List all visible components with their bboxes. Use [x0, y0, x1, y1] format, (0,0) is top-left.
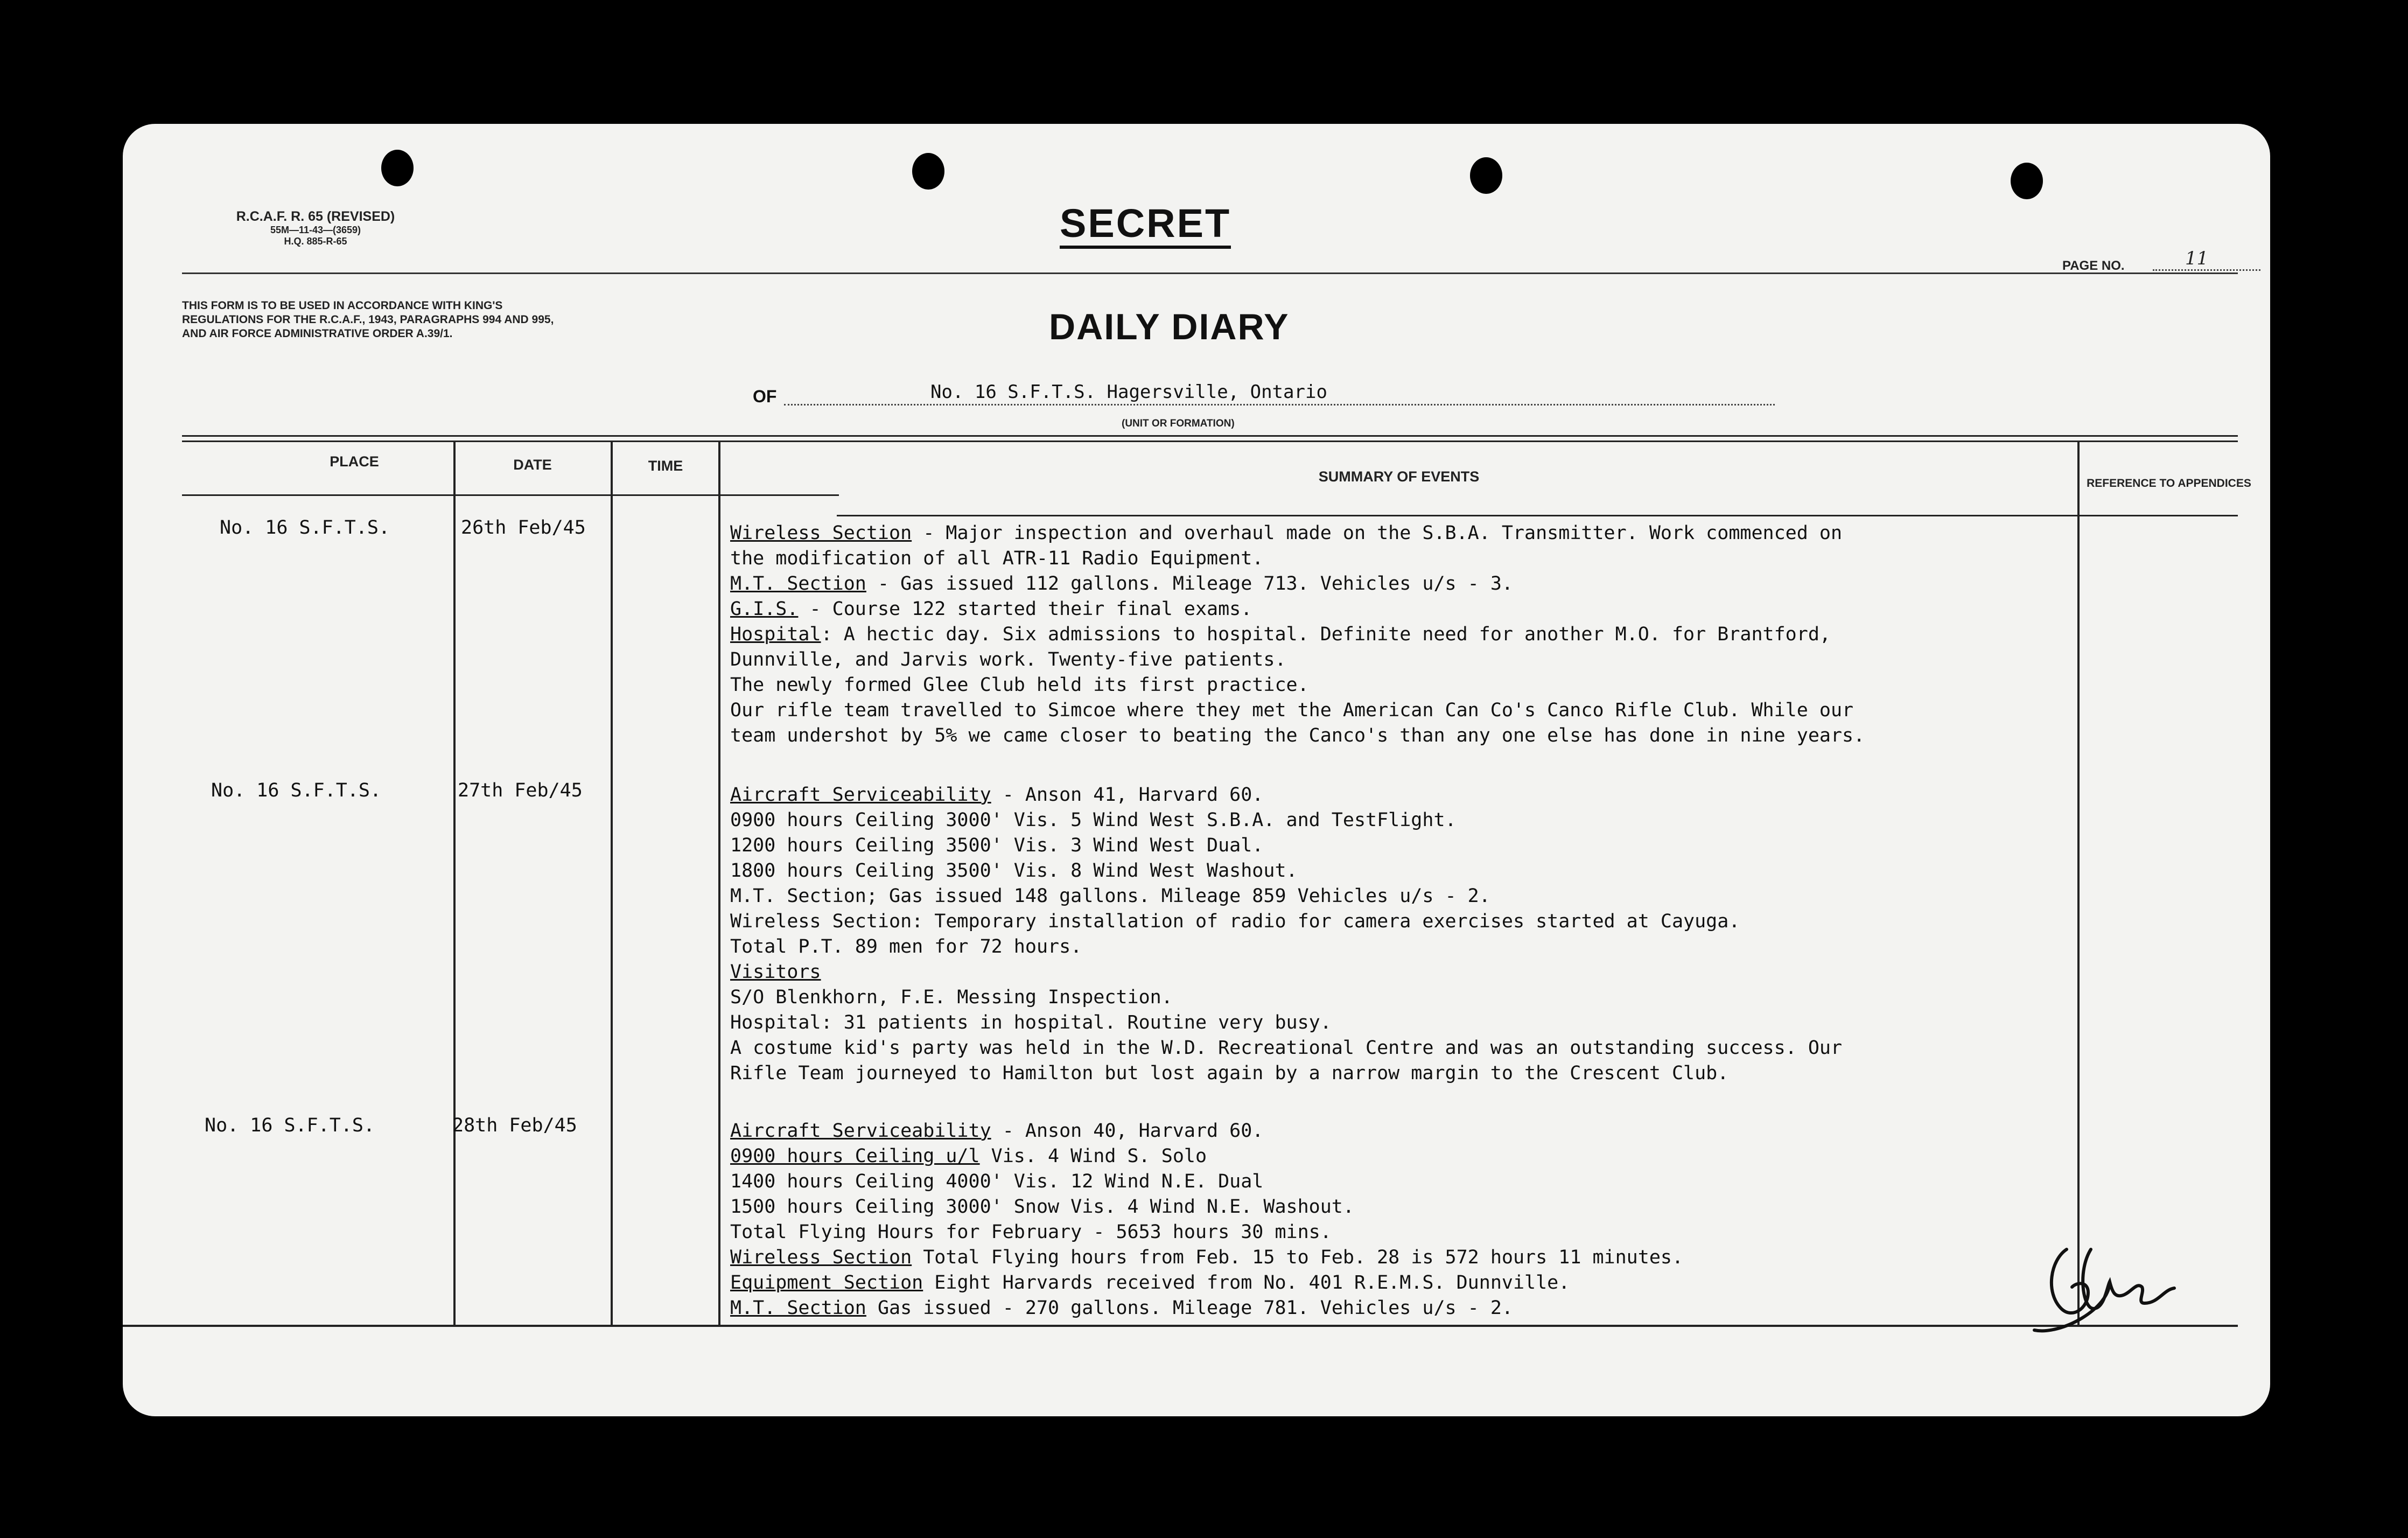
summary-line — [730, 911, 1740, 932]
unit-dots — [784, 404, 1775, 406]
summary-text: Our rifle team travelled to Simcoe where they met the American Can Co's Canco Rifle Club. While our — [730, 700, 1854, 721]
summary-line — [730, 1247, 1683, 1268]
summary-line — [730, 1012, 1332, 1033]
entry-place: No. 16 S.F.T.S. — [205, 1115, 375, 1136]
summary-text: Gas issued - 270 gallons. Mileage 781. Vehicles u/s - 2. — [866, 1297, 1513, 1319]
entry-date: 26th Feb/45 — [461, 517, 586, 539]
column-header-reference: REFERENCE TO APPENDICES — [2087, 477, 2251, 490]
punch-hole — [381, 150, 414, 186]
summary-line — [730, 649, 1286, 670]
summary-text: Vis. 4 Wind S. Solo — [979, 1145, 1207, 1167]
page-title: DAILY DIARY — [1049, 306, 1290, 347]
summary-text: M.T. Section; Gas issued 148 gallons. Mileage 859 Vehicles u/s - 2. — [730, 885, 1490, 907]
summary-line — [730, 1145, 1207, 1167]
summary-text: S/O Blenkhorn, F.E. Messing Inspection. — [730, 987, 1173, 1008]
form-hq-code: H.Q. 885-R-65 — [284, 236, 347, 247]
section-heading: 0900 hours Ceiling u/l — [730, 1145, 980, 1167]
summary-line — [730, 1221, 1332, 1243]
section-heading: Aircraft Serviceability — [730, 784, 991, 806]
summary-text: 0900 hours Ceiling 3000' Vis. 5 Wind West S.B.A. and TestFlight. — [730, 809, 1457, 831]
header-rule — [182, 272, 2238, 274]
summary-text: - Course 122 started their final exams. — [798, 598, 1252, 620]
summary-text: Dunnville, and Jarvis work. Twenty-five patients. — [730, 649, 1286, 670]
summary-line — [730, 1120, 1263, 1142]
page-number-label: PAGE NO. — [2062, 258, 2125, 273]
summary-line — [730, 548, 1263, 569]
column-header-summary: SUMMARY OF EVENTS — [1318, 469, 1480, 485]
page-number: 11 — [2185, 248, 2209, 269]
section-heading: Visitors — [730, 961, 821, 983]
column-header-place: PLACE — [330, 453, 379, 470]
section-heading: Wireless Section — [730, 522, 912, 544]
summary-line — [730, 936, 1082, 957]
form-code: R.C.A.F. R. 65 (REVISED) — [236, 209, 395, 224]
summary-text: Total Flying Hours for February - 5653 hours 30 mins. — [730, 1221, 1332, 1243]
of-label: OF — [753, 387, 777, 406]
summary-line — [730, 809, 1457, 831]
summary-line — [730, 1297, 1513, 1319]
classification-stamp: SECRET — [1060, 204, 1231, 249]
summary-text: - Anson 40, Harvard 60. — [991, 1120, 1264, 1142]
entry-place: No. 16 S.F.T.S. — [220, 517, 390, 539]
summary-text: team undershot by 5% we came closer to beating the Canco's than any one else has done in nine years. — [730, 725, 1865, 746]
column-header-time: TIME — [648, 458, 683, 474]
summary-text: The newly formed Glee Club held its first practice. — [730, 674, 1309, 696]
summary-line — [730, 624, 1831, 645]
summary-line — [730, 700, 1853, 721]
summary-line — [730, 860, 1298, 882]
header-bottom-rule — [837, 515, 2238, 516]
section-heading: Aircraft Serviceability — [730, 1120, 991, 1142]
summary-text: 1400 hours Ceiling 4000' Vis. 12 Wind N.E. Dual — [730, 1171, 1264, 1192]
form-print-code: 55M—11-43—(3659) — [270, 225, 361, 235]
column-divider — [718, 442, 720, 1325]
section-heading: G.I.S. — [730, 598, 799, 620]
punch-hole — [2011, 163, 2043, 199]
summary-line — [730, 1171, 1263, 1192]
summary-line — [730, 1062, 1728, 1084]
summary-line — [730, 573, 1513, 595]
summary-text: 1800 hours Ceiling 3500' Vis. 8 Wind West Washout. — [730, 860, 1298, 882]
entry-date: 27th Feb/45 — [458, 780, 583, 801]
column-header-date: DATE — [513, 457, 552, 473]
summary-line — [730, 725, 1865, 746]
summary-line — [730, 1196, 1354, 1218]
table-top-rule — [182, 441, 2238, 442]
summary-text: - Major inspection and overhaul made on the S.B.A. Transmitter. Work commenced on — [912, 522, 1843, 544]
summary-line — [730, 598, 1252, 620]
summary-text: Rifle Team journeyed to Hamilton but lost again by a narrow margin to the Crescent Club. — [730, 1062, 1729, 1084]
summary-text: Hospital: 31 patients in hospital. Routine very busy. — [730, 1012, 1332, 1033]
column-divider — [2077, 442, 2080, 1325]
section-heading: Wireless Section — [730, 1247, 912, 1268]
section-heading: Hospital — [730, 624, 821, 645]
column-divider — [453, 442, 456, 1325]
summary-text: - Anson 41, Harvard 60. — [991, 784, 1264, 806]
summary-line — [730, 961, 821, 983]
table-top-rule — [182, 435, 2238, 437]
header-bottom-rule — [182, 494, 839, 496]
column-divider — [611, 442, 613, 1325]
summary-line — [730, 784, 1263, 806]
section-heading: M.T. Section — [730, 1297, 866, 1319]
summary-line — [730, 522, 1842, 544]
summary-line — [730, 987, 1173, 1008]
summary-text: Wireless Section: Temporary installation of radio for camera exercises started at Cayuga. — [730, 911, 1740, 932]
table-bottom-rule — [123, 1325, 2238, 1327]
page-number-dots — [2153, 269, 2260, 271]
summary-text: : A hectic day. Six admissions to hospital. Definite need for another M.O. for Brantford, — [821, 624, 1831, 645]
summary-text: Eight Harvards received from No. 401 R.E.M.S. Dunnville. — [923, 1272, 1570, 1294]
summary-text: - Gas issued 112 gallons. Mileage 713. Vehicles u/s - 3. — [866, 573, 1513, 595]
diary-form-card — [123, 124, 2270, 1416]
section-heading: Equipment Section — [730, 1272, 923, 1294]
section-heading: M.T. Section — [730, 573, 866, 595]
entry-date: 28th Feb/45 — [452, 1115, 577, 1136]
summary-text: A costume kid's party was held in the W.D. Recreational Centre and was an outstanding success. Our — [730, 1037, 1843, 1059]
entry-place: No. 16 S.F.T.S. — [211, 780, 382, 801]
summary-line — [730, 1272, 1570, 1294]
summary-line — [730, 674, 1309, 696]
summary-text: Total P.T. 89 men for 72 hours. — [730, 936, 1082, 957]
summary-line — [730, 1037, 1842, 1059]
summary-text: 1500 hours Ceiling 3000' Snow Vis. 4 Wind N.E. Washout. — [730, 1196, 1354, 1218]
punch-hole — [912, 153, 944, 190]
summary-text: Total Flying hours from Feb. 15 to Feb. 28 is 572 hours 11 minutes. — [912, 1247, 1684, 1268]
unit-name: No. 16 S.F.T.S. Hagersville, Ontario — [930, 381, 1327, 403]
unit-caption: (UNIT OR FORMATION) — [1122, 418, 1235, 429]
form-identifier — [197, 209, 434, 247]
summary-text: 1200 hours Ceiling 3500' Vis. 3 Wind West Dual. — [730, 835, 1264, 856]
summary-line — [730, 835, 1263, 856]
summary-text: the modification of all ATR-11 Radio Equipment. — [730, 548, 1264, 569]
handwritten-signature — [2029, 1228, 2201, 1336]
punch-hole — [1470, 157, 1502, 194]
summary-line — [730, 885, 1490, 907]
regulation-note: THIS FORM IS TO BE USED IN ACCORDANCE WITH KING'S REGULATIONS FOR THE R.C.A.F., 1943, PARAGRAPHS 994 AND 995, AND AIR FORCE ADMINISTRATIVE ORDER A.39/1. — [182, 299, 554, 340]
